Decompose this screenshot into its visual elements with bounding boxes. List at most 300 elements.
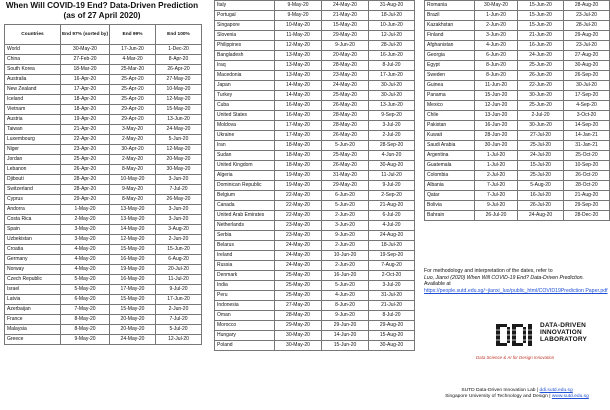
- university-website-link[interactable]: www.sutd.edu.sg: [551, 394, 589, 400]
- end97-cell: 29-May-20: [275, 321, 322, 331]
- end99-cell: 9-Jun-20: [322, 41, 369, 51]
- end97-cell: 23-May-20: [275, 221, 322, 231]
- end97-cell: 14-May-20: [275, 81, 322, 91]
- footer: [424, 388, 610, 401]
- end99-cell: 13-May-20: [110, 205, 156, 215]
- end99-cell: 28-May-20: [322, 61, 369, 71]
- end99-cell: 28-May-20: [322, 111, 369, 121]
- end100-cell: 29-Aug-20: [369, 321, 415, 331]
- end100-cell: 3-Jul-20: [369, 281, 415, 291]
- table-header-row: [5, 25, 202, 45]
- table-row: [5, 235, 202, 245]
- country-cell: Cyprus: [5, 195, 61, 205]
- end100-cell: 31-Jul-20: [369, 291, 415, 301]
- country-cell: Switzerland: [5, 185, 61, 195]
- country-cell: Japan: [215, 81, 275, 91]
- country-cell: Djibouti: [5, 175, 61, 185]
- table-row: [215, 331, 415, 341]
- end100-cell: 15-May-20: [156, 105, 202, 115]
- end99-cell: 31-May-20: [322, 171, 369, 181]
- end97-cell: 30-May-20: [275, 341, 322, 351]
- table-row: [425, 111, 610, 121]
- end99-cell: 24-May-20: [322, 1, 369, 11]
- end99-cell: 26-Jul-20: [518, 201, 564, 211]
- end99-cell: 26-Jun-20: [518, 71, 564, 81]
- table-row: [215, 171, 415, 181]
- country-cell: Australia: [5, 75, 61, 85]
- end100-cell: 10-Jun-20: [369, 21, 415, 31]
- country-cell: Panama: [425, 91, 475, 101]
- methodology-available: Available at: [424, 281, 451, 288]
- end97-cell: 28-May-20: [275, 311, 322, 321]
- end100-cell: 3-Jun-20: [156, 215, 202, 225]
- end99-cell: 25-Mar-20: [110, 65, 156, 75]
- end99-cell: 12-May-20: [110, 235, 156, 245]
- end100-cell: 20-May-20: [156, 155, 202, 165]
- table-row: [5, 65, 202, 75]
- end97-cell: 19-Apr-20: [61, 115, 110, 125]
- table-row: [425, 121, 610, 131]
- end97-cell: 23-Apr-20: [61, 145, 110, 155]
- table-row: [5, 185, 202, 195]
- end99-cell: 13-May-20: [110, 215, 156, 225]
- end97-cell: 22-May-20: [275, 201, 322, 211]
- end97-cell: 5-May-20: [61, 275, 110, 285]
- country-cell: Egypt: [425, 61, 475, 71]
- table-row: [5, 225, 202, 235]
- table-row: [425, 81, 610, 91]
- end100-cell: 8-Jul-20: [369, 61, 415, 71]
- end97-cell: 25-May-20: [275, 291, 322, 301]
- footer-lab-name: SUTD Data-Driven Innovation Lab |: [461, 388, 540, 393]
- end99-cell: 17-Jun-20: [110, 45, 156, 55]
- table-row: [5, 105, 202, 115]
- end97-cell: 22-May-20: [275, 191, 322, 201]
- end100-cell: 5-Jun-20: [156, 135, 202, 145]
- end100-cell: 3-Oct-20: [564, 111, 610, 121]
- table-row: [215, 221, 415, 231]
- table-row: [425, 141, 610, 151]
- table-body-2: [215, 1, 415, 351]
- country-cell: Algeria: [215, 171, 275, 181]
- table-row: [5, 285, 202, 295]
- country-cell: Ireland: [215, 251, 275, 261]
- end99-cell: 30-Jun-20: [518, 91, 564, 101]
- end99-cell: 15-Jun-20: [518, 11, 564, 21]
- footer-line-2: [424, 394, 610, 400]
- end100-cell: 26-Apr-20: [156, 65, 202, 75]
- table-body-3: [425, 1, 610, 221]
- end100-cell: 23-Jul-20: [564, 11, 610, 21]
- end99-cell: 26-May-20: [322, 101, 369, 111]
- country-cell: Afghanistan: [425, 41, 475, 51]
- end100-cell: 30-Jul-20: [369, 91, 415, 101]
- end100-cell: 3-Jun-20: [156, 175, 202, 185]
- table-row: [425, 51, 610, 61]
- end99-cell: 20-May-20: [322, 51, 369, 61]
- end100-cell: 28-Jul-20: [564, 21, 610, 31]
- title-line-2: (as of 27 April 2020): [63, 11, 141, 20]
- end100-cell: 17-Sep-20: [564, 91, 610, 101]
- end99-cell: 16-May-20: [110, 275, 156, 285]
- end99-cell: 25-Jul-20: [518, 141, 564, 151]
- end100-cell: 28-Jul-20: [369, 41, 415, 51]
- table-row: [425, 181, 610, 191]
- table-column-3: [424, 0, 610, 221]
- end99-cell: 19-May-20: [110, 265, 156, 275]
- end99-cell: 2-May-20: [110, 155, 156, 165]
- country-cell: Pakistan: [425, 121, 475, 131]
- end97-cell: 28-Apr-20: [61, 175, 110, 185]
- end97-cell: 9-Jul-20: [475, 201, 518, 211]
- end100-cell: 12-Jul-20: [369, 31, 415, 41]
- table-row: [5, 255, 202, 265]
- end100-cell: 26-May-20: [156, 195, 202, 205]
- end99-cell: 5-Jun-20: [322, 281, 369, 291]
- end100-cell: 30-Aug-20: [369, 161, 415, 171]
- end100-cell: 28-Oct-20: [564, 181, 610, 191]
- end97-cell: 30-May-20: [275, 331, 322, 341]
- end99-cell: 15-May-20: [110, 305, 156, 315]
- country-cell: United Kingdom: [215, 161, 275, 171]
- logo-text-line-3: LABORATORY: [540, 336, 588, 343]
- end97-cell: 6-May-20: [61, 295, 110, 305]
- end97-cell: 2-Jun-20: [475, 21, 518, 31]
- country-cell: Hungary: [215, 331, 275, 341]
- country-cell: Mexico: [425, 101, 475, 111]
- page-title: [2, 1, 202, 21]
- paper-link[interactable]: https://people.sutd.edu.sg/~jianxi_luo/public_html/COVID19Prediction Paper.pdf: [424, 287, 608, 294]
- end97-cell: 16-Jun-20: [475, 121, 518, 131]
- end100-cell: 10-Sep-20: [564, 161, 610, 171]
- table-row: [215, 341, 415, 351]
- table-row: [215, 291, 415, 301]
- country-cell: Finland: [425, 31, 475, 41]
- end100-cell: 6-Aug-20: [156, 255, 202, 265]
- table-row: [215, 211, 415, 221]
- table-row: [215, 61, 415, 71]
- country-cell: United Arab Emirates: [215, 211, 275, 221]
- end100-cell: 7-Jul-20: [156, 315, 202, 325]
- country-cell: Portugal: [215, 11, 275, 21]
- table-column-1: [4, 24, 202, 345]
- country-cell: China: [5, 55, 61, 65]
- table-row: [215, 141, 415, 151]
- end97-cell: 25-Apr-20: [61, 155, 110, 165]
- table-row: [5, 125, 202, 135]
- country-cell: Serbia: [215, 231, 275, 241]
- end100-cell: 8-Jul-20: [369, 311, 415, 321]
- country-cell: Albania: [425, 181, 475, 191]
- country-cell: Poland: [215, 341, 275, 351]
- table-row: [5, 95, 202, 105]
- end97-cell: 29-Apr-20: [61, 195, 110, 205]
- country-cell: Brazil: [425, 11, 475, 21]
- end97-cell: 16-May-20: [275, 111, 322, 121]
- end97-cell: 24-May-20: [275, 241, 322, 251]
- lab-website-link[interactable]: ddi.sutd.edu.sg: [539, 388, 573, 393]
- end97-cell: 2-Jul-20: [475, 171, 518, 181]
- end100-cell: 21-Aug-20: [564, 191, 610, 201]
- table-row: [215, 51, 415, 61]
- end97-cell: 16-May-20: [275, 101, 322, 111]
- table-row: [215, 101, 415, 111]
- end100-cell: 11-Jul-20: [369, 171, 415, 181]
- end97-cell: 18-May-20: [275, 161, 322, 171]
- end100-cell: 26-Sep-20: [564, 71, 610, 81]
- ddi-logo-text: [540, 322, 610, 343]
- country-cell: Iran: [215, 141, 275, 151]
- country-cell: Oman: [215, 311, 275, 321]
- table-column-2: [214, 0, 415, 351]
- end99-cell: 16-Jun-20: [322, 271, 369, 281]
- end100-cell: 26-Oct-20: [564, 171, 610, 181]
- end97-cell: 10-May-20: [275, 21, 322, 31]
- header-end99: End 99%: [110, 25, 156, 45]
- country-cell: Guinea: [425, 81, 475, 91]
- country-cell: Singapore: [215, 21, 275, 31]
- end100-cell: 13-Jun-20: [369, 101, 415, 111]
- end99-cell: 26-May-20: [322, 161, 369, 171]
- table-row: [425, 161, 610, 171]
- end100-cell: 9-Sep-20: [369, 111, 415, 121]
- end97-cell: 30-May-20: [475, 1, 518, 11]
- table-row: [215, 161, 415, 171]
- country-cell: Costa Rica: [5, 215, 61, 225]
- end99-cell: 20-May-20: [110, 315, 156, 325]
- end100-cell: 31-Aug-20: [369, 1, 415, 11]
- country-cell: Indonesia: [215, 301, 275, 311]
- end97-cell: 18-Apr-20: [61, 105, 110, 115]
- country-cell: Cuba: [215, 101, 275, 111]
- country-cell: Philippines: [215, 41, 275, 51]
- end97-cell: 12-Jun-20: [475, 101, 518, 111]
- end97-cell: 28-Jun-20: [475, 131, 518, 141]
- end97-cell: 1-May-20: [61, 205, 110, 215]
- country-cell: Greece: [5, 335, 61, 345]
- table-row: [425, 11, 610, 21]
- country-cell: Kuwait: [425, 131, 475, 141]
- country-cell: Romania: [425, 1, 475, 11]
- end99-cell: 15-Jun-20: [322, 341, 369, 351]
- prediction-table-1: [4, 24, 202, 345]
- end97-cell: 8-May-20: [61, 315, 110, 325]
- table-row: [425, 131, 610, 141]
- country-cell: Guatemala: [425, 161, 475, 171]
- end97-cell: 2-May-20: [61, 215, 110, 225]
- country-cell: Latvia: [5, 295, 61, 305]
- end99-cell: 6-Jun-20: [322, 191, 369, 201]
- end100-cell: 18-Jul-20: [369, 11, 415, 21]
- country-cell: Israel: [5, 285, 61, 295]
- table-row: [5, 215, 202, 225]
- end100-cell: 2-Sep-20: [369, 191, 415, 201]
- end97-cell: 22-Apr-20: [61, 135, 110, 145]
- end97-cell: 30-May-20: [61, 45, 110, 55]
- country-cell: Bangladesh: [215, 51, 275, 61]
- table-row: [425, 21, 610, 31]
- end97-cell: 18-May-20: [275, 151, 322, 161]
- end97-cell: 3-May-20: [61, 235, 110, 245]
- end100-cell: 30-Jul-20: [369, 81, 415, 91]
- end97-cell: 14-May-20: [275, 91, 322, 101]
- end99-cell: 2-Jun-20: [322, 241, 369, 251]
- table-row: [215, 131, 415, 141]
- end100-cell: 16-Jun-20: [369, 51, 415, 61]
- table-row: [215, 191, 415, 201]
- end99-cell: 4-Mar-20: [110, 55, 156, 65]
- table-row: [5, 335, 202, 345]
- country-cell: Saudi Arabia: [425, 141, 475, 151]
- end97-cell: 17-May-20: [275, 131, 322, 141]
- end97-cell: 11-Jun-20: [475, 81, 518, 91]
- end100-cell: 24-May-20: [156, 125, 202, 135]
- end100-cell: 2-Jul-20: [369, 131, 415, 141]
- country-cell: Slovenia: [215, 31, 275, 41]
- country-cell: Andorra: [5, 205, 61, 215]
- end99-cell: 29-May-20: [322, 31, 369, 41]
- end99-cell: 8-May-20: [110, 165, 156, 175]
- end99-cell: 15-May-20: [322, 21, 369, 31]
- country-cell: Spain: [5, 225, 61, 235]
- country-cell: Chile: [425, 111, 475, 121]
- end99-cell: 14-Jun-20: [322, 331, 369, 341]
- end100-cell: 14-Jan-21: [564, 131, 610, 141]
- table-row: [215, 201, 415, 211]
- end100-cell: 11-Jul-20: [156, 275, 202, 285]
- end97-cell: 27-May-20: [275, 301, 322, 311]
- table-row: [215, 241, 415, 251]
- end99-cell: 15-May-20: [110, 295, 156, 305]
- end99-cell: 5-Jun-20: [322, 141, 369, 151]
- table-row: [425, 41, 610, 51]
- country-cell: Russia: [215, 261, 275, 271]
- table-row: [5, 295, 202, 305]
- table-row: [5, 85, 202, 95]
- methodology-line-1: For methodology and interpretation of the dates, refer to: [424, 268, 553, 274]
- table-row: [215, 31, 415, 41]
- country-cell: Iceland: [5, 95, 61, 105]
- table-row: [5, 265, 202, 275]
- end100-cell: 30-Aug-20: [564, 61, 610, 71]
- table-row: [5, 135, 202, 145]
- end99-cell: 2-Jun-20: [322, 261, 369, 271]
- end99-cell: 29-Apr-20: [110, 105, 156, 115]
- country-cell: Dominican Republic: [215, 181, 275, 191]
- country-cell: Belgium: [215, 191, 275, 201]
- methodology-citation: Luo, Jianxi (2020) When Will COVID-19 End? Data-Driven Prediction.: [424, 274, 584, 281]
- end99-cell: 26-May-20: [322, 131, 369, 141]
- end99-cell: 24-Jul-20: [518, 151, 564, 161]
- end99-cell: 3-May-20: [110, 125, 156, 135]
- end97-cell: 13-May-20: [275, 71, 322, 81]
- end99-cell: 15-Jun-20: [518, 21, 564, 31]
- table-row: [5, 165, 202, 175]
- table-row: [215, 281, 415, 291]
- table-row: [215, 231, 415, 241]
- end99-cell: 24-May-20: [110, 335, 156, 345]
- country-cell: South Korea: [5, 65, 61, 75]
- end99-cell: 21-Jun-20: [518, 31, 564, 41]
- country-cell: Kazakhstan: [425, 21, 475, 31]
- table-row: [425, 201, 610, 211]
- country-cell: Vietnam: [5, 105, 61, 115]
- logo-tagline: Data Science & AI for Design Innovation: [476, 355, 555, 360]
- end99-cell: 9-Jun-20: [322, 231, 369, 241]
- end100-cell: 12-Jul-20: [156, 335, 202, 345]
- country-cell: Jordan: [5, 155, 61, 165]
- end99-cell: 15-Jul-20: [518, 161, 564, 171]
- end97-cell: 25-May-20: [275, 271, 322, 281]
- table-row: [215, 1, 415, 11]
- end97-cell: 18-Apr-20: [61, 95, 110, 105]
- end97-cell: 11-May-20: [275, 31, 322, 41]
- country-cell: Qatar: [425, 191, 475, 201]
- table-row: [425, 171, 610, 181]
- end97-cell: 26-Jul-20: [475, 211, 518, 221]
- end99-cell: 5-Aug-20: [518, 181, 564, 191]
- table-row: [5, 325, 202, 335]
- end100-cell: 29-Aug-20: [564, 31, 610, 41]
- end100-cell: 28-Dec-20: [564, 211, 610, 221]
- country-cell: Czech Republic: [5, 275, 61, 285]
- end99-cell: 15-Jun-20: [518, 1, 564, 11]
- end100-cell: 31-Jan-21: [564, 141, 610, 151]
- end100-cell: 9-Jul-20: [156, 285, 202, 295]
- end100-cell: 2-Jun-20: [156, 305, 202, 315]
- end97-cell: 27-Feb-20: [61, 55, 110, 65]
- table-row: [5, 75, 202, 85]
- end97-cell: 26-Apr-20: [61, 165, 110, 175]
- end99-cell: 30-Apr-20: [110, 145, 156, 155]
- end99-cell: 25-Jul-20: [518, 171, 564, 181]
- table-row: [425, 151, 610, 161]
- table-row: [5, 245, 202, 255]
- country-cell: Argentina: [425, 151, 475, 161]
- end97-cell: 18-May-20: [275, 141, 322, 151]
- end100-cell: 14-Sep-20: [564, 121, 610, 131]
- end97-cell: 28-Apr-20: [61, 185, 110, 195]
- country-cell: Colombia: [425, 171, 475, 181]
- end97-cell: 1-Jul-20: [475, 151, 518, 161]
- end99-cell: 25-Apr-20: [110, 85, 156, 95]
- end99-cell: 3-Jun-20: [322, 221, 369, 231]
- country-cell: Norway: [5, 265, 61, 275]
- end100-cell: 20-Jul-20: [156, 265, 202, 275]
- end100-cell: 23-Jul-20: [564, 41, 610, 51]
- end97-cell: 30-Jun-20: [475, 141, 518, 151]
- prediction-table-2: [214, 0, 415, 351]
- end99-cell: 21-May-20: [322, 11, 369, 21]
- country-cell: Croatia: [5, 245, 61, 255]
- end97-cell: 1-Jul-20: [475, 161, 518, 171]
- end97-cell: 4-May-20: [61, 245, 110, 255]
- end97-cell: 3-Jun-20: [475, 31, 518, 41]
- table-row: [215, 311, 415, 321]
- table-row: [215, 181, 415, 191]
- end99-cell: 2-Jul-20: [518, 111, 564, 121]
- end100-cell: 27-Aug-20: [564, 51, 610, 61]
- end100-cell: 21-Aug-20: [369, 201, 415, 211]
- table-row: [5, 155, 202, 165]
- country-cell: Niger: [5, 145, 61, 155]
- end99-cell: 24-May-20: [322, 81, 369, 91]
- table-row: [425, 101, 610, 111]
- end100-cell: 2-Oct-20: [369, 271, 415, 281]
- country-cell: Italy: [215, 1, 275, 11]
- end100-cell: 17-Jun-20: [369, 71, 415, 81]
- end100-cell: 8-Apr-20: [156, 55, 202, 65]
